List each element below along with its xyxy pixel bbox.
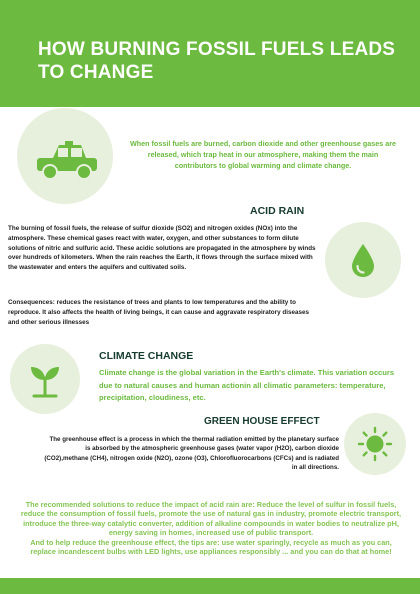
acid-rain-consequences: Consequences: reduces the resistance of trees and plants to low temperatures and the ability to reproduce. It also affects the health of living beings, it can cause and aggravate respiratory diseases and other serious illnesses [8, 299, 309, 326]
climate-change-heading: CLIMATE CHANGE [99, 350, 194, 362]
car-icon-circle [17, 108, 113, 204]
intro-text: When fossil fuels are burned, carbon dioxide and other greenhouse gases are released, which trap heat in our atmosphere, making them the main contributors to global warming and climate change. [129, 139, 396, 170]
car-icon [17, 108, 113, 204]
water-drop-icon [325, 222, 401, 298]
solutions-block [18, 500, 404, 556]
acid-rain-body: The burning of fossil fuels, the release of sulfur dioxide (SO2) and nitrogen oxides (NOx) into the atmosphere. These chemical gases react with water, oxygen, and other substances to form dilute solutions of nitric and sulfuric acid. These acidic solutions are propagated in the atmosphere by winds over hundreds of kilometers. When the rain reaches the Earth, it flows through the surface mixed with the wastewater and enters the aquifers and cultivated soils. [8, 225, 316, 272]
climate-change-body: Climate change is the global variation in the Earth's climate. This variation occurs due to natural causes and human actionin all climatic parameters: temperature, precipitation, cloudiness, etc. [99, 368, 395, 402]
greenhouse-tips-text: And to help reduce the greenhouse effect, the tips are: use water sparingly, recycle as much as you can, replace incandescent bulbs with LED lights, use appliances responsibly ... and you can do that at home! [30, 537, 392, 557]
acid-rain-solutions-text: The recommended solutions to reduce the impact of acid rain are: Reduce the level of sulfur in fossil fuels, reduce the consumption of fossil fuels, promote the use of natural gas in industry, promote electric transport, introduce the three-way catalytic converter, addition of alkaline compounds in water bodies to neutralize pH, energy saving in homes, increased use of public transport. [20, 500, 402, 538]
water-drop-icon-circle [325, 222, 401, 298]
page-title: HOW BURNING FOSSIL FUELS LEADS TO CHANGE [38, 39, 396, 83]
sun-icon-circle [344, 413, 406, 475]
sun-icon [344, 413, 406, 475]
plant-icon [10, 344, 80, 414]
acid-rain-heading: ACID RAIN [250, 205, 305, 217]
greenhouse-effect-heading: GREEN HOUSE EFFECT [204, 416, 320, 427]
header-banner [0, 0, 420, 107]
footer-bar [0, 578, 420, 594]
plant-icon-circle [10, 344, 80, 414]
greenhouse-effect-body: The greenhouse effect is a process in which the thermal radiation emitted by the planetary surface is absorbed by the atmospheric greenhouse gases (water vapor (H2O), carbon dioxide (CO2),methane (CH4), nitrogen oxide (N2O), ozone (O3), Chlorofluorocarbons (CFCs) and is radiated in all directions. [44, 436, 339, 471]
